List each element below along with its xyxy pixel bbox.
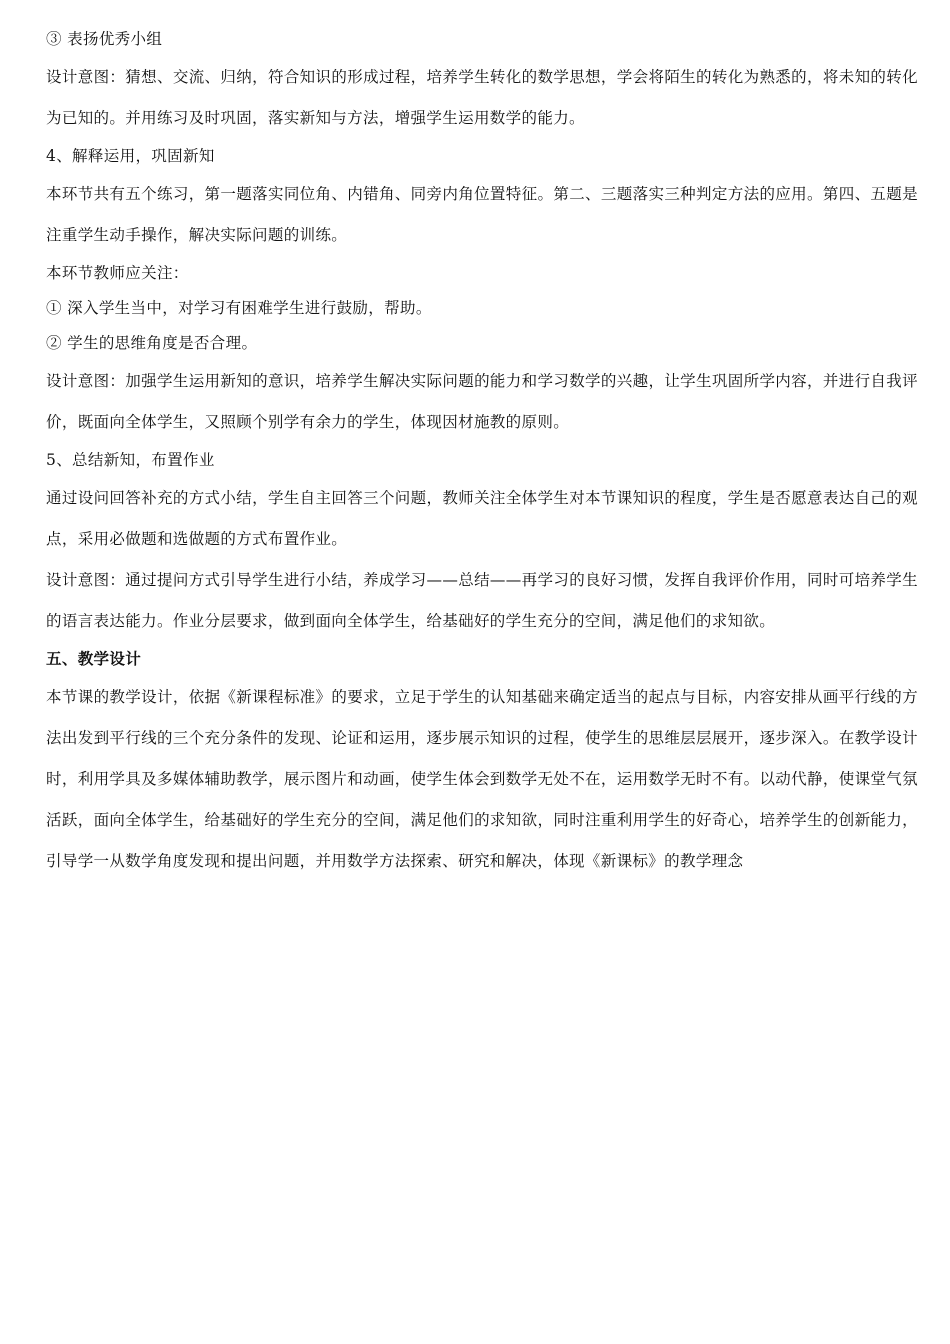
design-intent-paragraph: 设计意图：加强学生运用新知的意识，培养学生解决实际问题的能力和学习数学的兴趣，让学生巩固所学内容，并进行自我评价，既面向全体学生，又照顾个别学有余力的学生，体现因材施教的原则。 — [46, 372, 918, 431]
teacher-focus-label: 本环节教师应关注： — [46, 264, 189, 282]
section-heading-5: 5、总结新知，布置作业 — [46, 451, 215, 469]
exercise-paragraph: 本环节共有五个练习，第一题落实同位角、内错角、同旁内角位置特征。第二、三题落实三种判定方法的应用。第四、五题是注重学生动手操作，解决实际问题的训练。 — [46, 185, 918, 244]
list-item-encourage: ① 深入学生当中，对学习有困难学生进行鼓励，帮助。 — [46, 299, 432, 317]
list-item-praise-group: ③ 表扬优秀小组 — [46, 30, 163, 48]
section-heading-4: 4、解释运用，巩固新知 — [46, 147, 215, 165]
design-intent-paragraph: 设计意图：猜想、交流、归纳，符合知识的形成过程，培养学生转化的数学思想，学会将陌生的转化为熟悉的，将未知的转化为已知的。并用练习及时巩固，落实新知与方法，增强学生运用数学的能力。 — [46, 68, 918, 127]
summary-paragraph: 通过设问回答补充的方式小结，学生自主回答三个问题，教师关注全体学生对本节课知识的程度，学生是否愿意表达自己的观点，采用必做题和选做题的方式布置作业。 — [46, 489, 918, 548]
document-page — [46, 22, 918, 882]
design-intent-paragraph: 设计意图：通过提问方式引导学生进行小结，养成学习——总结——再学习的良好习惯，发挥自我评价作用，同时可培养学生的语言表达能力。作业分层要求，做到面向全体学生，给基础好的学生充分的空间，满足他们的求知欲。 — [46, 571, 918, 630]
list-item-thinking: ② 学生的思维角度是否合理。 — [46, 334, 258, 352]
teaching-design-paragraph: 本节课的教学设计，依据《新课程标准》的要求，立足于学生的认知基础来确定适当的起点与目标，内容安排从画平行线的方法出发到平行线的三个充分条件的发现、论证和运用，逐步展示知识的过程，使学生的思维层层展开，逐步深入。在教学设计时，利用学具及多媒体辅助教学，展示图片和动画，使学生体会到数学无处不在，运用数学无时不有。以动代静，使课堂气氛活跃，面向全体学生，给基础好的学生充分的空间，满足他们的求知欲，同时注重利用学生的好奇心，培养学生的创新能力，引导学一从数学角度发现和提出问题，并用数学方法探索、研究和解决，体现《新课标》的教学理念 — [46, 688, 918, 870]
section-heading-teaching-design: 五、教学设计 — [46, 650, 142, 668]
